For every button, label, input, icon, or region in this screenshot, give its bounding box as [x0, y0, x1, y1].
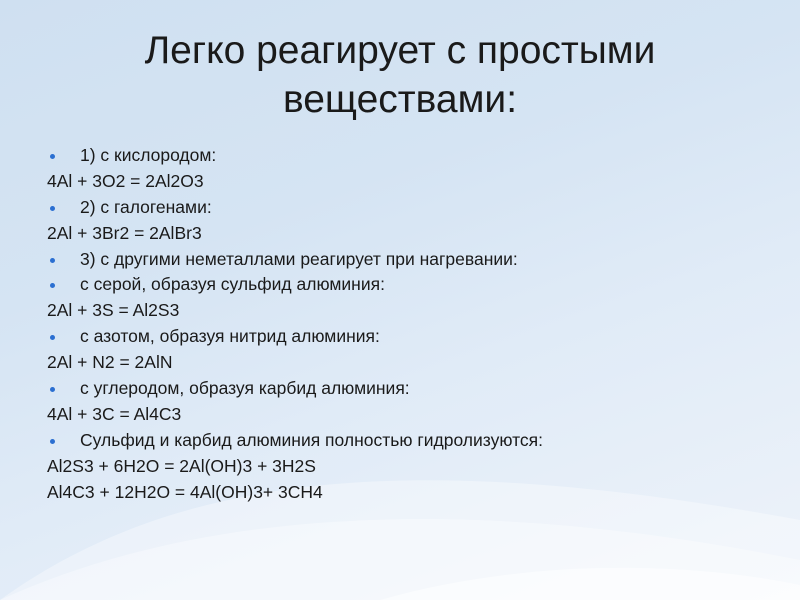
bullet-dot-icon — [50, 335, 55, 340]
equation-line — [47, 402, 767, 428]
bullet-text: 3) с другими неметаллами реагирует при нагревании: — [80, 248, 518, 269]
bullet-item — [47, 376, 767, 402]
bullet-dot-icon — [50, 387, 55, 392]
bullet-dot-icon — [50, 283, 55, 288]
bullet-dot-icon — [50, 154, 55, 159]
equation-line — [47, 169, 767, 195]
bullet-dot-icon — [50, 258, 55, 263]
bullet-text: с азотом, образуя нитрид алюминия: — [80, 326, 380, 347]
slide-body — [47, 143, 767, 505]
bullet-text: с углеродом, образуя карбид алюминия: — [80, 378, 410, 399]
equation-text: 2Al + 3S = Al2S3 — [47, 300, 180, 321]
bullet-item — [47, 324, 767, 350]
equation-line — [47, 221, 767, 247]
bullet-text: Сульфид и карбид алюминия полностью гидролизуются: — [80, 429, 544, 450]
bullet-item — [47, 195, 767, 221]
bullet-dot-icon — [50, 439, 55, 444]
bullet-text: 1) с кислородом: — [80, 145, 217, 165]
equation-line — [47, 298, 767, 324]
equation-line — [47, 350, 767, 376]
equation-line — [47, 480, 767, 506]
bullet-item — [47, 428, 767, 454]
equation-text: Al4C3 + 12H2O = 4Al(OH)3+ 3CH4 — [47, 481, 323, 502]
bullet-text: с серой, образуя сульфид алюминия: — [80, 274, 385, 295]
equation-text: 4Al + 3O2 = 2Al2O3 — [47, 170, 204, 191]
equation-text: 2Al + N2 = 2AlN — [47, 352, 173, 373]
bullet-item — [47, 143, 767, 169]
bullet-text: 2) с галогенами: — [80, 196, 212, 217]
slide-title: Легко реагирует с простыми веществами: — [144, 29, 656, 121]
bullet-item — [47, 247, 767, 273]
equation-text: 2Al + 3Br2 = 2AlBr3 — [47, 222, 202, 243]
equation-line — [47, 454, 767, 480]
equation-text: 4Al + 3C = Al4C3 — [47, 403, 182, 424]
bullet-dot-icon — [50, 206, 55, 211]
bullet-item — [47, 272, 767, 298]
equation-text: Al2S3 + 6H2O = 2Al(OH)3 + 3H2S — [47, 455, 316, 476]
